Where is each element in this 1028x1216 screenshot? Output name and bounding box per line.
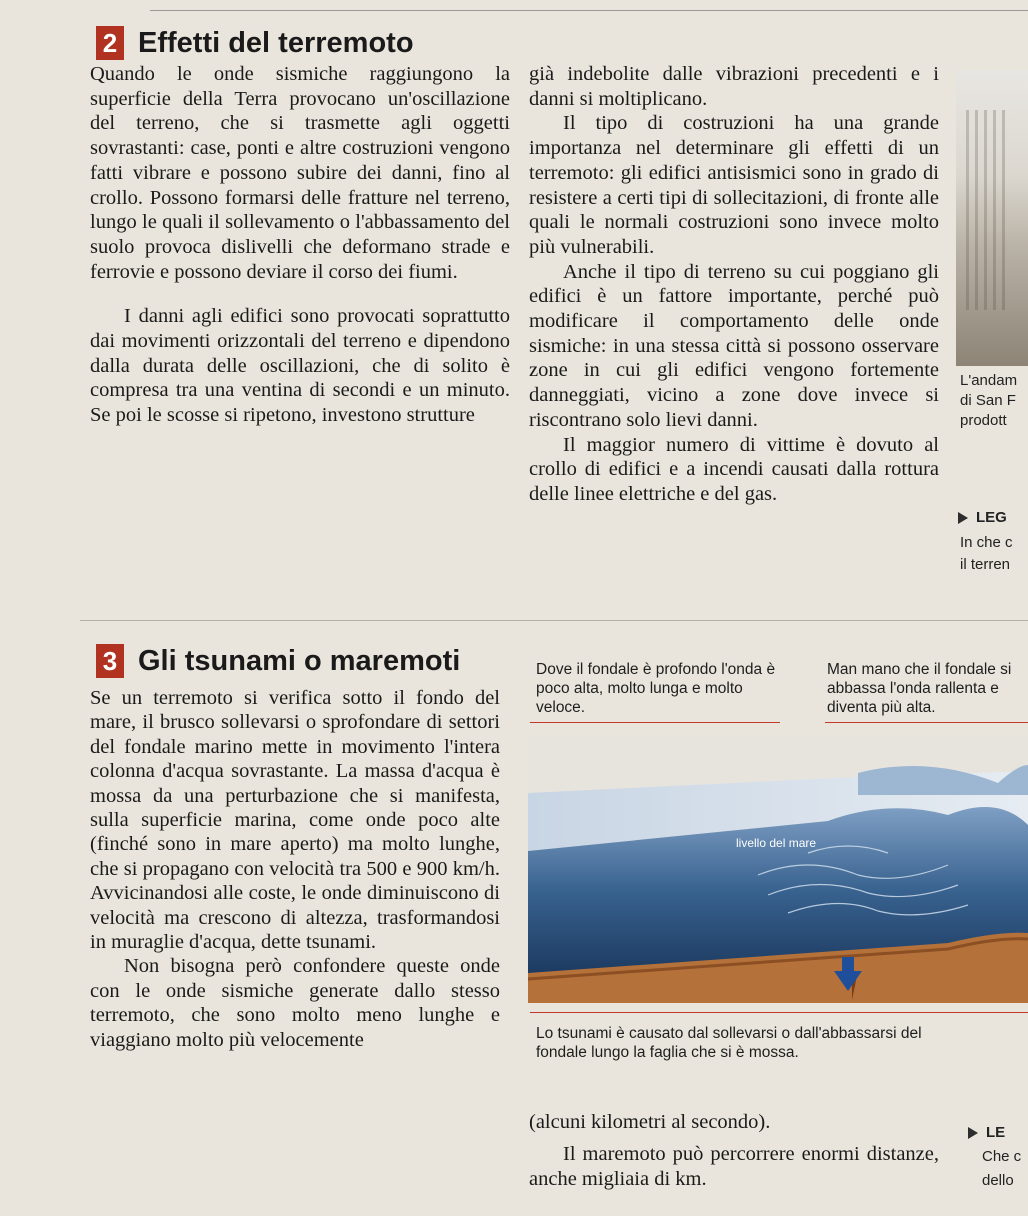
caption-shallow-water: Man mano che il fondale si abbassa l'onda rallenta e diventa più alta. [827, 661, 1012, 716]
sea-level-label: livello del mare [736, 836, 817, 850]
caption-rule [825, 722, 1028, 723]
side-box-line: il terren [960, 556, 1011, 573]
photo-caption-line: di San F [960, 392, 1016, 409]
building-photo [956, 70, 1028, 366]
side-box-header [968, 1124, 1005, 1141]
arrow-icon [958, 512, 968, 524]
paragraph: Il maggior numero di vittime è dovuto al crollo di edifici e a incendi causati dalla rottura delle linee elettriche e del gas. [529, 433, 939, 505]
section-3-number: 3 [96, 644, 124, 678]
section-3-column-left [90, 686, 500, 1052]
paragraph: già indebolite dalle vibrazioni precedenti e i danni si moltiplicano. [529, 63, 939, 110]
photo-caption-line: L'andam [960, 372, 1018, 389]
paragraph: Anche il tipo di terreno su cui poggiano gli edifici è un fattore importante, perché può modificare il comportamento delle onde sismiche: in una stessa città si possono osservare zone in cui gli edifici vengono fortemente danneggiati, vicino a zone dove invece si riscontrano solo lievi danni. [529, 260, 939, 431]
caption-bottom: Lo tsunami è causato dal sollevarsi o dall'abbassarsi del fondale lungo la faglia che si è mossa. [536, 1025, 922, 1061]
section-divider [80, 620, 1028, 621]
caption-rule [530, 1012, 1028, 1013]
paragraph: Quando le onde sismiche raggiungono la superficie della Terra provocano un'oscillazione del terreno, che si trasmette agli oggetti sovrastanti: case, ponti e altre costruzioni vengono fatti vibrare e possono subire dei danni, fino al crollo. Possono formarsi delle fratture nel terreno, lungo le quali il sollevamento o l'abbassamento del suolo provoca dislivelli che deformano strade e ferrovie e possono deviare il corso dei fiumi. [90, 63, 510, 283]
section-2-number: 2 [96, 26, 124, 60]
paragraph: Non bisogna però confondere queste onde con le onde sismiche generate dallo stesso terremoto, che sono molto meno lunghe e viaggiano molto più velocemente [90, 955, 500, 1051]
photo-caption-line: prodott [960, 412, 1007, 429]
section-2-column-left [90, 62, 510, 428]
side-box-label: LEG [976, 509, 1007, 526]
section-2-header [96, 26, 414, 60]
caption-rule [530, 722, 780, 723]
paragraph: Il maremoto può percorrere enormi distanze, anche migliaia di km. [529, 1143, 939, 1190]
side-box-line: In che c [960, 534, 1013, 551]
paragraph: Il tipo di costruzioni ha una grande importanza nel determinare gli effetti di un terremoto: gli edifici antisismici sono in grado di resistere a certi tipi di sollecitazioni, di fronte alle quali le normali costruzioni sono invece molto più vulnerabili. [529, 112, 939, 258]
paragraph: (alcuni kilometri al secondo). [529, 1111, 771, 1133]
arrow-icon [968, 1127, 978, 1139]
section-3-column-right [529, 1110, 939, 1191]
top-rule [150, 10, 1028, 11]
caption-deep-water: Dove il fondale è profondo l'onda è poco alta, molto lunga e molto veloce. [536, 661, 776, 716]
side-box-header [958, 509, 1007, 526]
section-3-title: Gli tsunami o maremoti [138, 644, 461, 677]
paragraph: Se un terremoto si verifica sotto il fondo del mare, il brusco sollevarsi o sprofondare di settori del fondale marino mette in movimento l'intera colonna d'acqua sovrastante. La massa d'acqua è mossa da una perturbazione che si manifesta, sulla superficie marina, come onde poco alte (finché sono in mare aperto) ma molto lunghe, che si propagano con velocità tra 500 e 900 km/h. Avvicinandosi alle coste, le onde diminuiscono di velocità ma crescono di altezza, trasformandosi in muraglie d'acqua, dette tsunami. [90, 687, 500, 954]
side-box-line: Che c [982, 1148, 1022, 1165]
side-box-label: LE [986, 1124, 1006, 1141]
section-2-column-right [529, 62, 939, 507]
tsunami-diagram [528, 735, 1028, 1003]
section-3-header [96, 644, 460, 678]
section-2-title: Effetti del terremoto [138, 26, 414, 59]
side-box-line: dello [982, 1172, 1014, 1189]
paragraph: I danni agli edifici sono provocati soprattutto dai movimenti orizzontali del terreno e dipendono dalla durata delle oscillazioni, che di solito è compresa tra una ventina di secondi e un minuto. Se poi le scosse si ripetono, investono strutture [90, 305, 510, 427]
